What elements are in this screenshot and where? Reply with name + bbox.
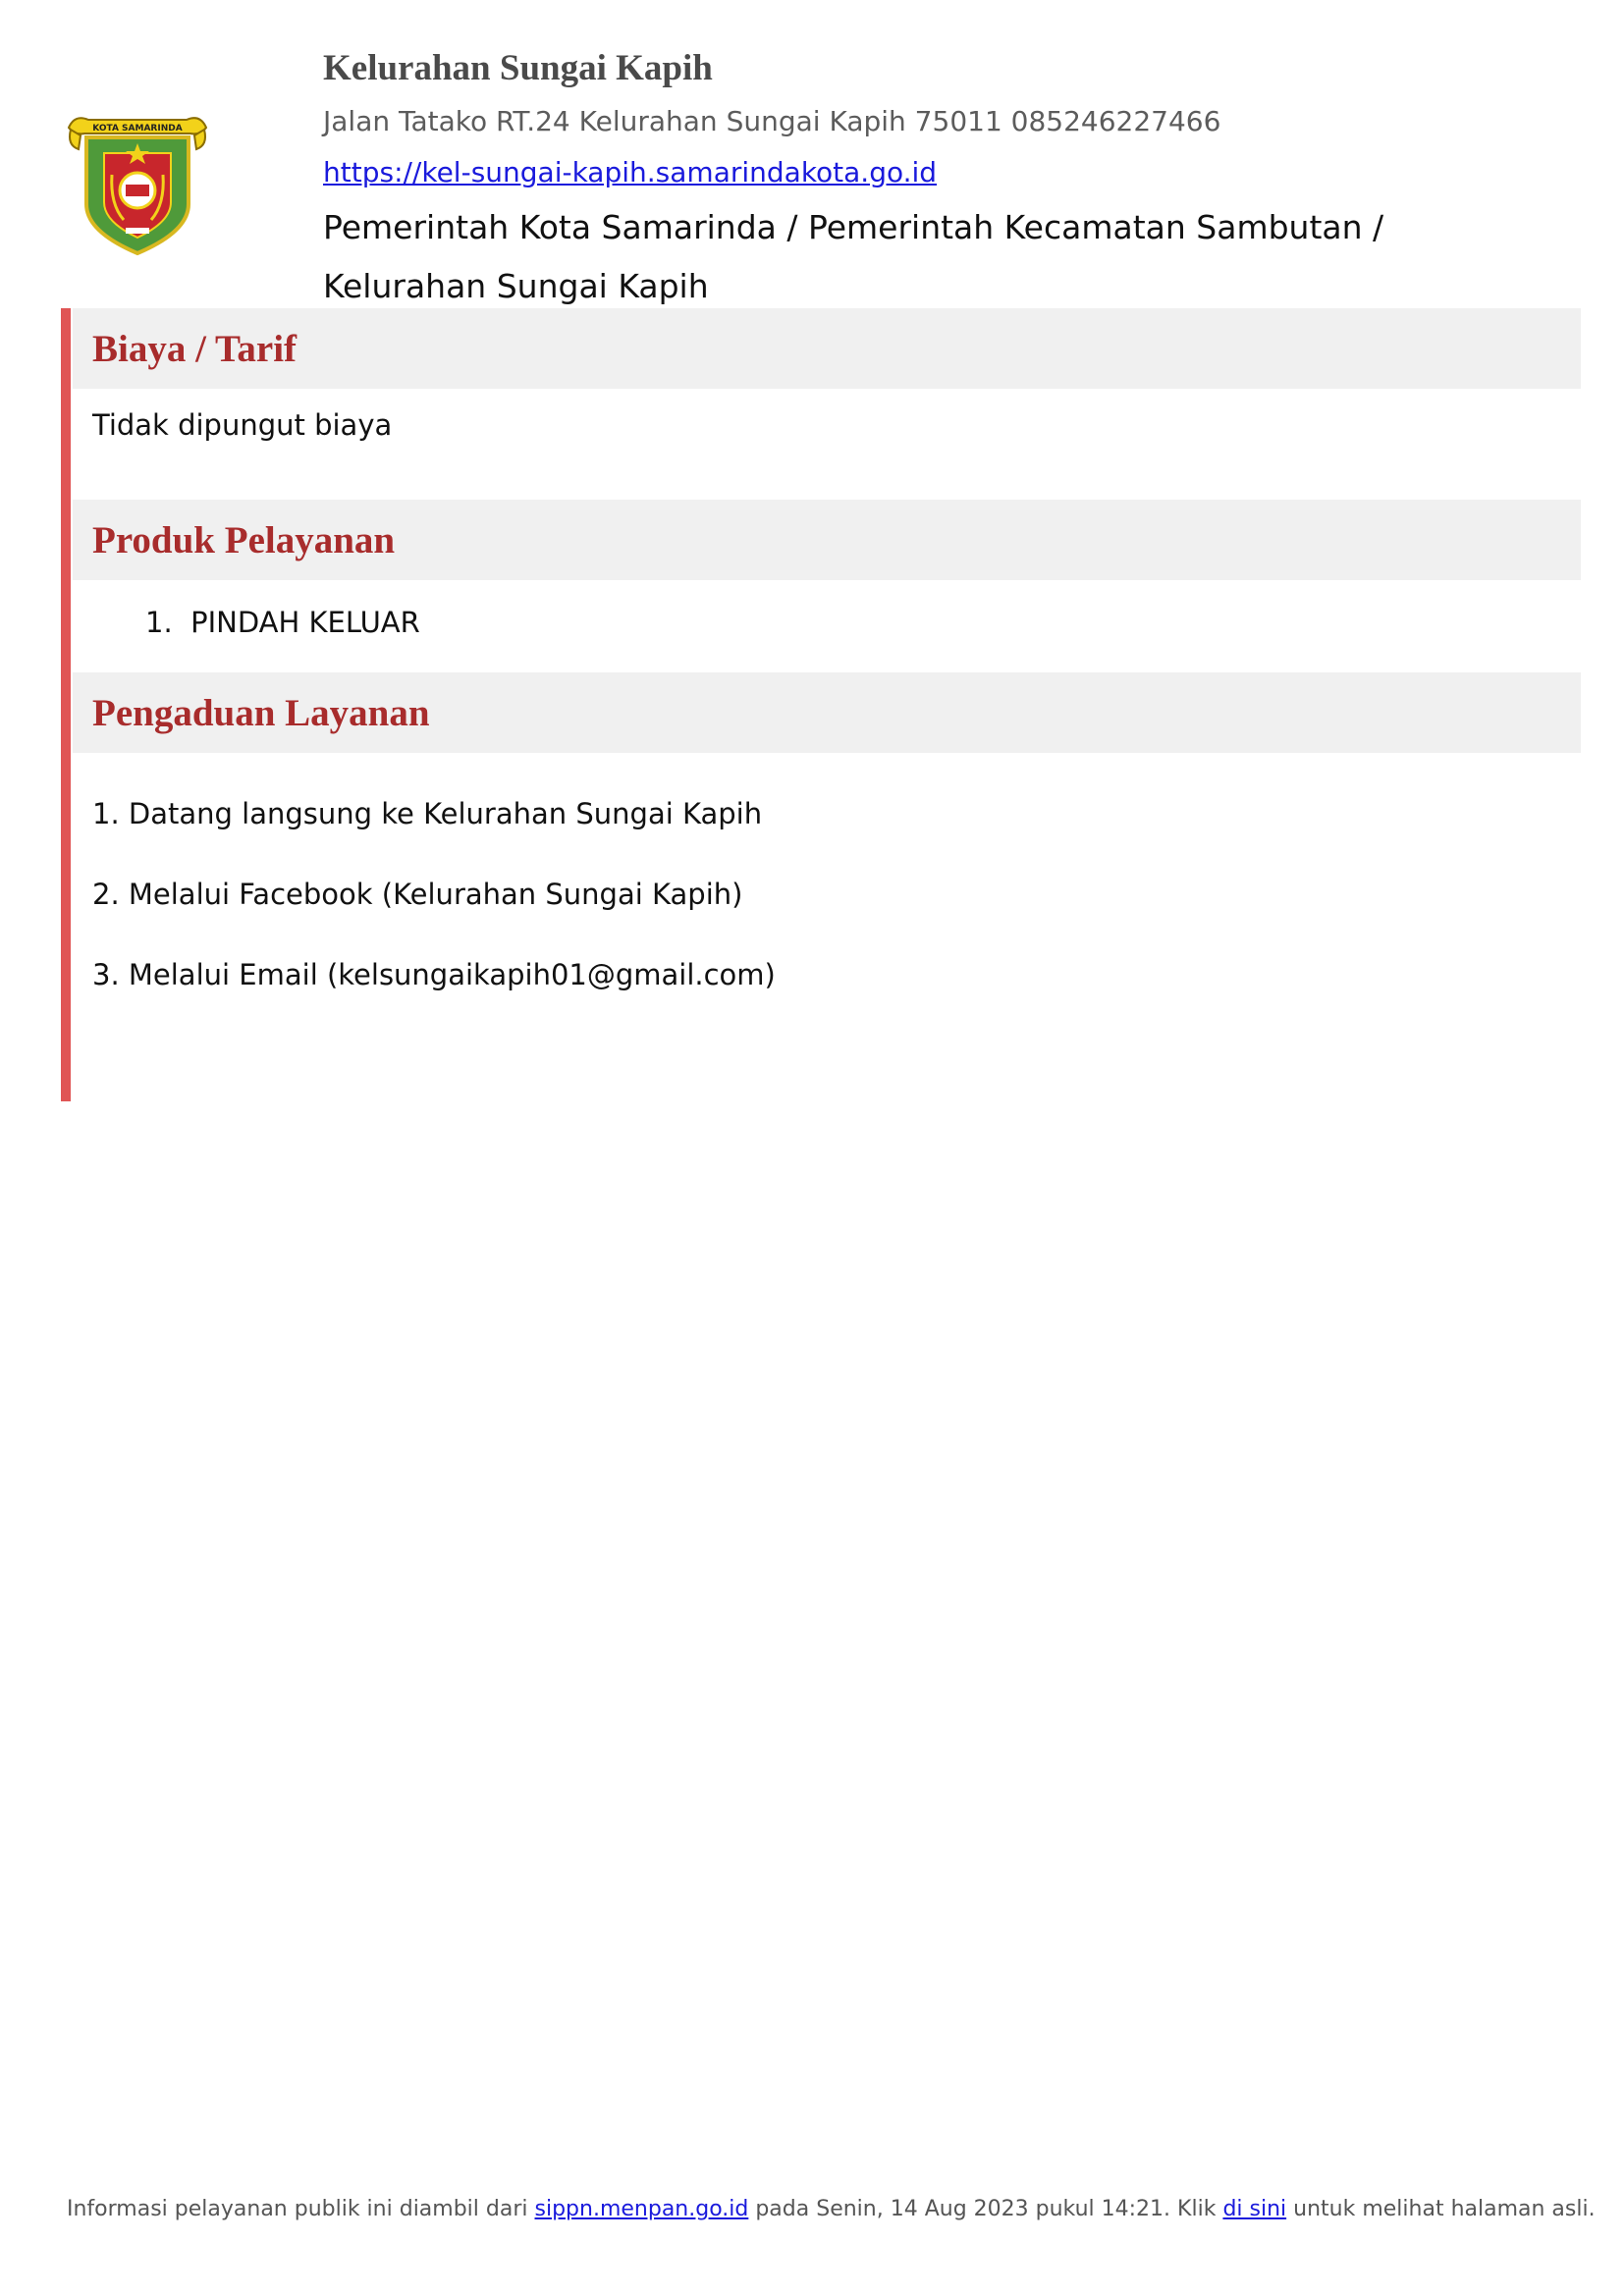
product-list <box>71 603 1581 642</box>
complaint-line-3: 3. Melalui Email (kelsungaikapih01@gmail.com) <box>92 958 776 991</box>
page-footer <box>67 2197 1596 2221</box>
office-name: Kelurahan Sungai Kapih <box>323 48 713 88</box>
footer-middle: pada Senin, 14 Aug 2023 pukul 14:21. Klik <box>755 2197 1217 2221</box>
section-complaint-header <box>73 672 1581 753</box>
list-item <box>71 603 1581 642</box>
original-page-link[interactable]: di sini <box>1222 2197 1287 2221</box>
footer-prefix: Informasi pelayanan publik ini diambil dari <box>67 2197 528 2221</box>
office-address: Jalan Tatako RT.24 Kelurahan Sungai Kapih 75011 085246227466 <box>323 105 1221 137</box>
section-complaint-title: Pengaduan Layanan <box>92 691 430 734</box>
list-item-number: 1. <box>145 606 173 639</box>
complaint-line-1: 1. Datang langsung ke Kelurahan Sungai Kapih <box>92 797 763 830</box>
office-website-link[interactable]: https://kel-sungai-kapih.samarindakota.go.id <box>323 156 938 188</box>
government-hierarchy: Pemerintah Kota Samarinda / Pemerintah Kecamatan Sambutan / Kelurahan Sungai Kapih <box>323 208 1384 305</box>
list-item-label: PINDAH KELUAR <box>190 606 420 639</box>
section-product-header <box>73 500 1581 580</box>
svg-text:KOTA SAMARINDA: KOTA SAMARINDA <box>92 124 183 133</box>
section-fee-title: Biaya / Tarif <box>92 327 298 370</box>
service-details <box>61 308 1581 1101</box>
footer-suffix: untuk melihat halaman asli. <box>1293 2197 1596 2221</box>
fee-text: Tidak dipungut biaya <box>92 408 393 442</box>
complaint-line-2: 2. Melalui Facebook (Kelurahan Sungai Kapih) <box>92 878 743 911</box>
section-fee-header <box>73 308 1581 389</box>
section-product-title: Produk Pelayanan <box>92 518 396 561</box>
source-link[interactable]: sippn.menpan.go.id <box>534 2197 749 2221</box>
office-header <box>323 43 1580 316</box>
city-emblem-logo <box>65 106 210 258</box>
